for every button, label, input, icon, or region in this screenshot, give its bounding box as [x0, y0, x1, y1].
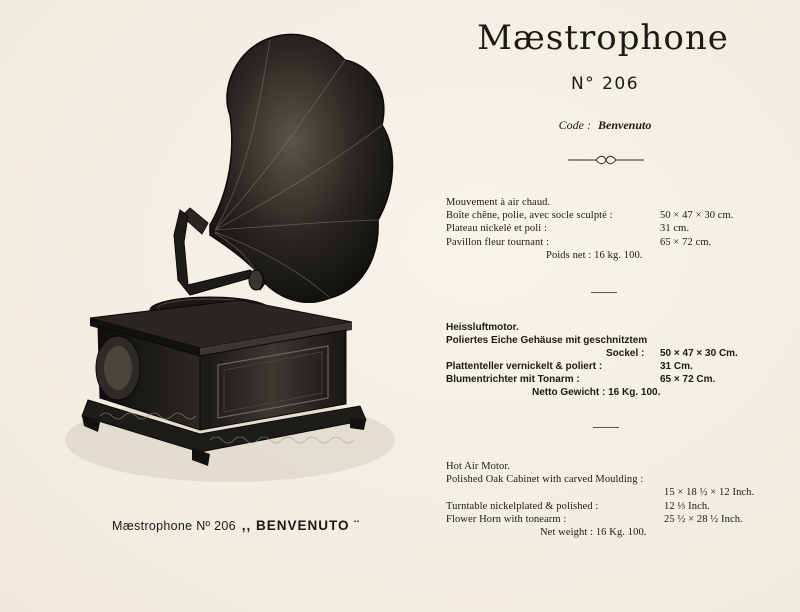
section-rule [591, 292, 617, 293]
spec-label: Mouvement à air chaud. [446, 197, 551, 208]
spec-block-french [446, 196, 776, 262]
spec-row [446, 236, 776, 249]
horn [210, 34, 393, 302]
caption-name: Mæstrophone Nº 206 [112, 519, 236, 533]
spec-label: Hot Air Motor. [446, 461, 511, 472]
spec-label: Blumentrichter mit Tonarm : [446, 374, 580, 385]
spec-row [446, 209, 776, 222]
spec-value: 31 cm. [660, 223, 690, 235]
code-label: Code : [558, 118, 591, 132]
section-rule [593, 427, 619, 428]
spec-row [446, 526, 776, 539]
spec-label: Plateau nickelé et poli : [446, 223, 548, 235]
ornament-divider [566, 154, 646, 166]
spec-label: Heissluftmotor. [446, 322, 519, 333]
spec-row [446, 473, 776, 486]
spec-label: Flower Horn with tonearm : [446, 513, 567, 525]
spec-row [446, 460, 776, 473]
spec-label: Polished Oak Cabinet with carved Moulding : [446, 474, 644, 486]
spec-row [446, 249, 776, 262]
spec-row [446, 222, 776, 235]
page-title: Mæstrophone [477, 18, 729, 58]
spec-row [446, 500, 776, 513]
spec-row [446, 334, 776, 347]
spec-value: 50 × 47 × 30 Cm. [660, 348, 738, 359]
spec-label: Plattenteller vernickelt & poliert : [446, 361, 603, 372]
spec-value: 65 × 72 Cm. [660, 374, 716, 385]
spec-value: 50 × 47 × 30 cm. [660, 210, 734, 222]
spec-value: 31 Cm. [660, 361, 693, 372]
spec-value: 65 × 72 cm. [660, 236, 712, 248]
spec-label: Pavillon fleur tournant : [446, 236, 550, 248]
spec-value: 25 ½ × 28 ½ Inch. [664, 513, 743, 525]
spec-value: 15 × 18 ½ × 12 Inch. [664, 487, 755, 499]
spec-value: 12 ⅓ Inch. [664, 500, 710, 512]
spec-value: Net weight : 16 Kg. 100. [540, 526, 647, 538]
spec-row [446, 373, 776, 386]
spec-row [446, 486, 776, 499]
model-number: N° 206 [570, 74, 640, 94]
spec-row [446, 347, 776, 360]
soundbox [249, 270, 263, 290]
spec-label: Boîte chêne, polie, avec socle sculpté : [446, 210, 613, 222]
caption-model: ,, BENVENUTO ¨ [241, 518, 360, 533]
spec-label: Turntable nickelplated & polished : [446, 500, 599, 512]
illustration-caption [112, 518, 412, 533]
spec-row [446, 386, 776, 399]
spec-block-german [446, 321, 776, 399]
spec-row [446, 513, 776, 526]
gramophone-illustration [60, 20, 400, 500]
code-value: Benvenuto [597, 118, 652, 132]
spec-label: Poliertes Eiche Gehäuse mit geschnitztem [446, 335, 648, 346]
spec-value: Poids net : 16 kg. 100. [546, 249, 643, 261]
spec-value: Netto Gewicht : 16 Kg. 100. [532, 387, 661, 398]
code-line [520, 118, 690, 133]
spec-row [446, 321, 776, 334]
spec-row [446, 360, 776, 373]
spec-row [446, 196, 776, 209]
spec-block-english [446, 460, 776, 539]
spec-label: Sockel : [606, 348, 645, 359]
